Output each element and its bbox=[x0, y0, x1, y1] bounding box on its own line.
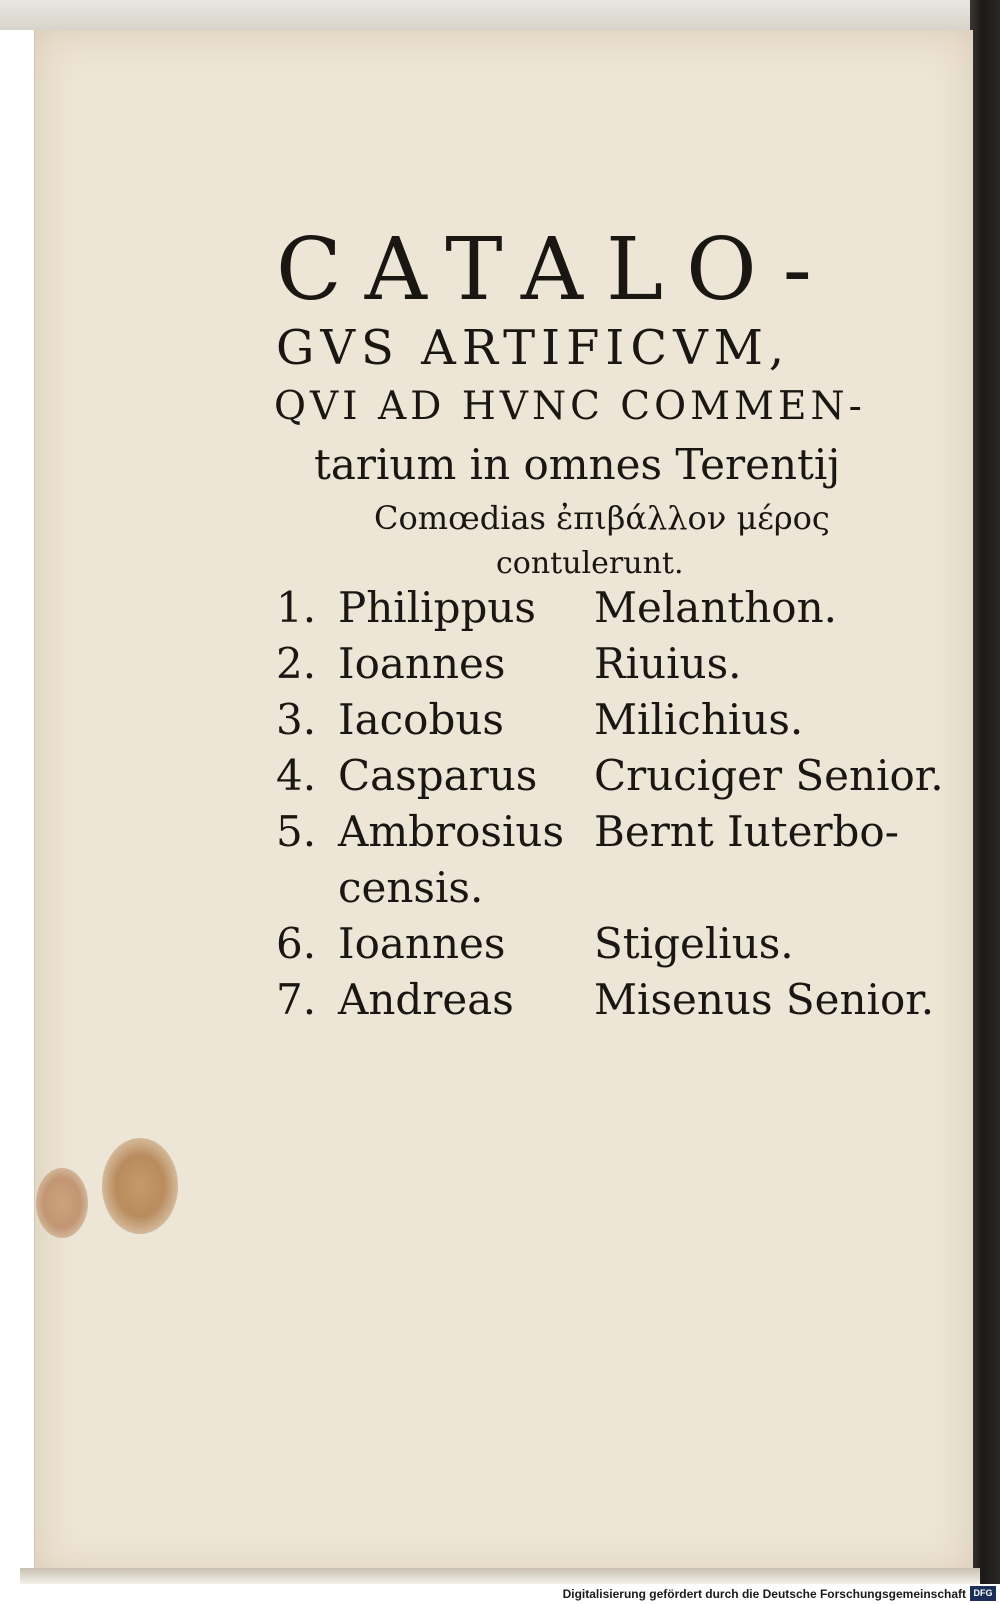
entry-first-name: Ioannes bbox=[338, 639, 506, 688]
entry-number: 2. bbox=[276, 639, 317, 688]
list-item bbox=[276, 636, 956, 692]
entry-number: 4. bbox=[276, 751, 317, 800]
list-item bbox=[276, 860, 956, 916]
heading-line: tarium in omnes Terentij bbox=[314, 440, 841, 489]
entry-surname: Cruciger Senior. bbox=[594, 751, 944, 800]
entry-first-name: Casparus bbox=[338, 751, 538, 800]
list-item bbox=[276, 972, 956, 1028]
entry-first-name: Iacobus bbox=[338, 695, 504, 744]
contributor-list bbox=[276, 580, 956, 1028]
entry-surname: Misenus Senior. bbox=[594, 975, 935, 1024]
heading-line: Comœdias ἐπιβάλλον μέρος bbox=[374, 499, 830, 537]
entry-first-name: Andreas bbox=[338, 975, 514, 1024]
entry-number: 6. bbox=[276, 919, 317, 968]
catalog-heading bbox=[270, 222, 950, 586]
entry-continuation: censis. bbox=[338, 863, 484, 912]
entry-number: 7. bbox=[276, 975, 317, 1024]
list-item bbox=[276, 804, 956, 860]
heading-line: QVI AD HVNC COMMEN- bbox=[274, 384, 866, 429]
list-item bbox=[276, 748, 956, 804]
list-item bbox=[276, 916, 956, 972]
ink-stain bbox=[36, 1168, 88, 1238]
entry-first-name: Ambrosius bbox=[338, 807, 564, 856]
book-spine bbox=[970, 0, 1000, 1584]
footer-bar bbox=[0, 1584, 1000, 1604]
heading-line: CATALO- bbox=[276, 220, 835, 320]
entry-surname: Bernt Iuterbo- bbox=[594, 807, 899, 856]
entry-surname: Melanthon. bbox=[594, 583, 837, 632]
entry-number: 1. bbox=[276, 583, 317, 632]
entry-first-name: Ioannes bbox=[338, 919, 506, 968]
entry-number: 3. bbox=[276, 695, 317, 744]
funding-credit: Digitalisierung gefördert durch die Deutsche Forschungsgemeinschaft bbox=[562, 1587, 966, 1601]
entry-surname: Stigelius. bbox=[594, 919, 794, 968]
dfg-logo: DFG bbox=[970, 1586, 996, 1601]
entry-first-name: Philippus bbox=[338, 583, 536, 632]
list-item bbox=[276, 692, 956, 748]
page-top-edge bbox=[0, 0, 1000, 30]
heading-line: GVS ARTIFICVM, bbox=[276, 320, 791, 376]
ink-stain bbox=[102, 1138, 178, 1234]
page-bottom-edge bbox=[20, 1568, 980, 1584]
heading-line: contulerunt. bbox=[496, 546, 684, 581]
entry-surname: Riuius. bbox=[594, 639, 742, 688]
entry-surname: Milichius. bbox=[594, 695, 804, 744]
list-item bbox=[276, 580, 956, 636]
entry-number: 5. bbox=[276, 807, 317, 856]
